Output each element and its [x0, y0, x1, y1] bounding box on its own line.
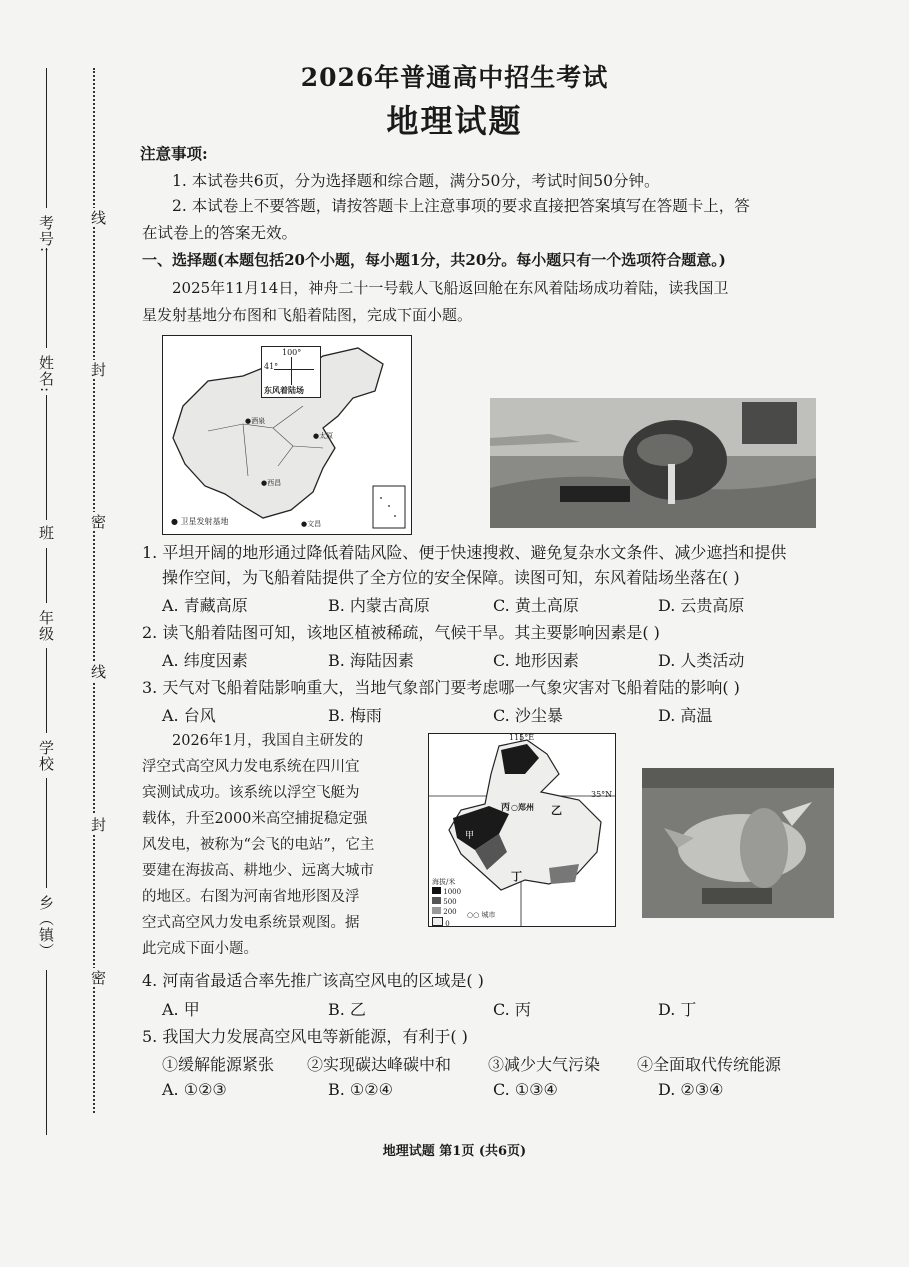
passage-line: 此完成下面小题。 — [142, 941, 258, 957]
q1-option-b: B. 内蒙古高原 — [328, 596, 430, 615]
passage-line: 空式高空风力发电系统景观图。据 — [142, 915, 360, 931]
passage-line: 2026年1月，我国自主研发的 — [172, 733, 364, 749]
q5-option-a: A. ①②③ — [162, 1080, 227, 1099]
ban-label: 班 — [37, 525, 55, 541]
capsule-photo-svg — [490, 398, 816, 528]
xiangzhen-line — [46, 778, 47, 888]
notice-item-2-line1: 2. 本试卷上不要答题，请按答题卡上注意事项的要求直接把答案填写在答题卡上，答 — [172, 197, 750, 215]
q4-option-a: A. 甲 — [162, 1000, 200, 1019]
q3-option-d: D. 高温 — [658, 706, 713, 725]
base-jiuquan-label: 酒泉 — [251, 417, 266, 425]
mark-feng-1: 封 — [89, 362, 107, 377]
xingming-label: 姓名: — [37, 355, 55, 394]
base-wenchang — [301, 519, 321, 529]
map2-legend-city: ○○ 城市 — [467, 911, 496, 919]
passage-line: 浮空式高空风力发电系统在四川宜 — [142, 759, 360, 775]
legend-row — [432, 897, 498, 907]
q5-stem-line1: 5. 我国大力发展高空风电等新能源，有利于( ) — [142, 1027, 468, 1046]
legend-title: 海拔/米 — [432, 878, 456, 886]
q4-option-b: B. 乙 — [328, 1000, 366, 1019]
section-heading: 一、选择题(本题包括20个小题，每小题1分，共20分。每小题只有一个选项符合题意。) — [142, 251, 726, 269]
henan-topographic-map — [428, 733, 616, 927]
q2-stem-line1: 2. 读飞船着陆图可知，该地区植被稀疏，气候干旱。其主要影响因素是( ) — [142, 623, 660, 642]
ban-line — [46, 395, 47, 520]
mark-mi-1: 密 — [89, 514, 107, 529]
xuexiao-label: 学校 — [37, 740, 55, 772]
q1-option-c: C. 黄土高原 — [493, 596, 579, 615]
passage-line: 风发电，被称为“会飞的电站”，它主 — [142, 837, 375, 853]
zhengzhou-label: 郑州 — [517, 802, 534, 812]
notice-item-1: 1. 本试卷共6页，分为选择题和综合题，满分50分，考试时间50分钟。 — [172, 172, 660, 190]
legend-swatch-icon — [432, 917, 443, 926]
legend-row — [432, 887, 498, 897]
notice-item-2-line2: 在试卷上的答案无效。 — [142, 224, 298, 242]
legend-swatch-icon — [432, 907, 441, 914]
exam-title: 2026年普通高中招生考试 — [300, 63, 609, 92]
q4-option-d: D. 丁 — [658, 1000, 697, 1019]
base-taiyuan — [313, 431, 333, 441]
q2-option-d: D. 人类活动 — [658, 651, 745, 670]
intro-line-2: 星发射基地分布图和飞船着陆图，完成下面小题。 — [142, 306, 473, 324]
passage-line: 要建在海拔高、耕地少、远离大城市 — [142, 863, 374, 879]
q5-option-b: B. ①②④ — [328, 1080, 393, 1099]
mark-xian-2: 线 — [89, 664, 107, 679]
q1-option-d: D. 云贵高原 — [658, 596, 745, 615]
passage-line: 宾测试成功。该系统以浮空飞艇为 — [142, 785, 360, 801]
q5-statement-2: ②实现碳达峰碳中和 — [307, 1055, 452, 1074]
map2-lon: 115°E — [509, 733, 535, 742]
china-launch-base-map — [162, 335, 412, 535]
q5-option-d: D. ②③④ — [658, 1080, 724, 1099]
map2-bing: 丙 — [501, 803, 511, 813]
q5-statement-3: ③减少大气污染 — [488, 1055, 601, 1074]
subject-title: 地理试题 — [386, 102, 523, 140]
inset-label: 东风着陆场 — [264, 385, 304, 395]
map1-legend: ● 卫星发射基地 — [171, 517, 229, 526]
base-wenchang-label: 文昌 — [307, 520, 322, 528]
inset-map — [261, 346, 321, 398]
map2-lat: 35°N — [591, 790, 613, 799]
q5-statement-1: ①缓解能源紧张 — [162, 1055, 275, 1074]
q4-stem-line1: 4. 河南省最适合率先推广该高空风电的区域是( ) — [142, 971, 484, 990]
q5-statement-4: ④全面取代传统能源 — [637, 1055, 782, 1074]
notice-heading: 注意事项: — [140, 144, 208, 163]
legend-swatch-icon — [432, 897, 441, 904]
inset-lon: 100° — [282, 348, 302, 357]
base-dot-icon: ● — [261, 479, 268, 487]
q2-option-c: C. 地形因素 — [493, 651, 579, 670]
q2-option-b: B. 海陆因素 — [328, 651, 414, 670]
nianji-line — [46, 548, 47, 603]
legend-v1: 1000 — [443, 888, 462, 896]
legend-v4: 0 — [445, 920, 450, 927]
passage-2 — [142, 728, 424, 962]
nianji-label: 年级 — [37, 610, 55, 642]
mark-xian-1: 线 — [89, 210, 107, 225]
page-footer: 地理试题 第1页 (共6页) — [382, 1144, 527, 1159]
inset-crosshair-h — [274, 369, 314, 370]
map2-city-zhengzhou — [511, 802, 534, 813]
legend-swatch-icon — [432, 887, 441, 894]
mark-feng-2: 封 — [89, 817, 107, 832]
q4-option-c: C. 丙 — [493, 1000, 531, 1019]
bottom-line — [46, 970, 47, 1135]
base-xichang — [261, 478, 281, 488]
map2-yi: 乙 — [551, 804, 562, 817]
passage-line: 的地区。右图为河南省地形图及浮 — [142, 889, 360, 905]
q3-option-b: B. 梅雨 — [328, 706, 382, 725]
inset-crosshair-v — [291, 357, 292, 385]
base-jiuquan — [245, 416, 265, 426]
q3-option-a: A. 台风 — [162, 706, 216, 725]
map2-jia: 甲 — [465, 831, 475, 841]
capsule-landing-photo — [490, 398, 816, 528]
base-taiyuan-label: 太原 — [319, 432, 334, 440]
kaohao-label: 考号: — [37, 215, 55, 254]
xiangzhen-label: 乡（镇） — [37, 895, 55, 959]
legend-v3: 200 — [443, 908, 457, 916]
base-dot-icon: ● — [301, 520, 308, 528]
q1-stem-line1: 1. 平坦开阔的地形通过降低着陆风险、便于快速搜救、避免复杂水文条件、减少遮挡和提供 — [142, 543, 787, 562]
airship-wind-turbine-photo — [642, 768, 834, 918]
base-xichang-label: 西昌 — [267, 479, 282, 487]
intro-line-1: 2025年11月14日，神舟二十一号载人飞船返回舱在东风着陆场成功着陆，读我国卫 — [172, 279, 729, 297]
passage-line: 载体，升至2000米高空捕捉稳定强 — [142, 811, 368, 827]
q3-option-c: C. 沙尘暴 — [493, 706, 563, 725]
q1-stem-line2: 操作空间，为飞船着陆提供了全方位的安全保障。读图可知，东风着陆场坐落在( ) — [162, 568, 740, 587]
q1-option-a: A. 青藏高原 — [162, 596, 248, 615]
q2-option-a: A. 纬度因素 — [162, 651, 248, 670]
base-dot-icon: ● — [313, 432, 320, 440]
inset-lat: 41° — [264, 362, 279, 371]
xingming-line — [46, 248, 47, 348]
mark-mi-2: 密 — [89, 970, 107, 985]
map2-ding: 丁 — [511, 870, 522, 883]
city-dot-icon: ○ — [511, 802, 518, 812]
q5-option-c: C. ①③④ — [493, 1080, 558, 1099]
q3-stem-line1: 3. 天气对飞船着陆影响重大，当地气象部门要考虑哪一气象灾害对飞船着陆的影响( ) — [142, 678, 740, 697]
xuexiao-line — [46, 648, 47, 733]
airship-photo-svg — [642, 768, 834, 918]
legend-v2: 500 — [443, 898, 457, 906]
base-dot-icon: ● — [245, 417, 252, 425]
